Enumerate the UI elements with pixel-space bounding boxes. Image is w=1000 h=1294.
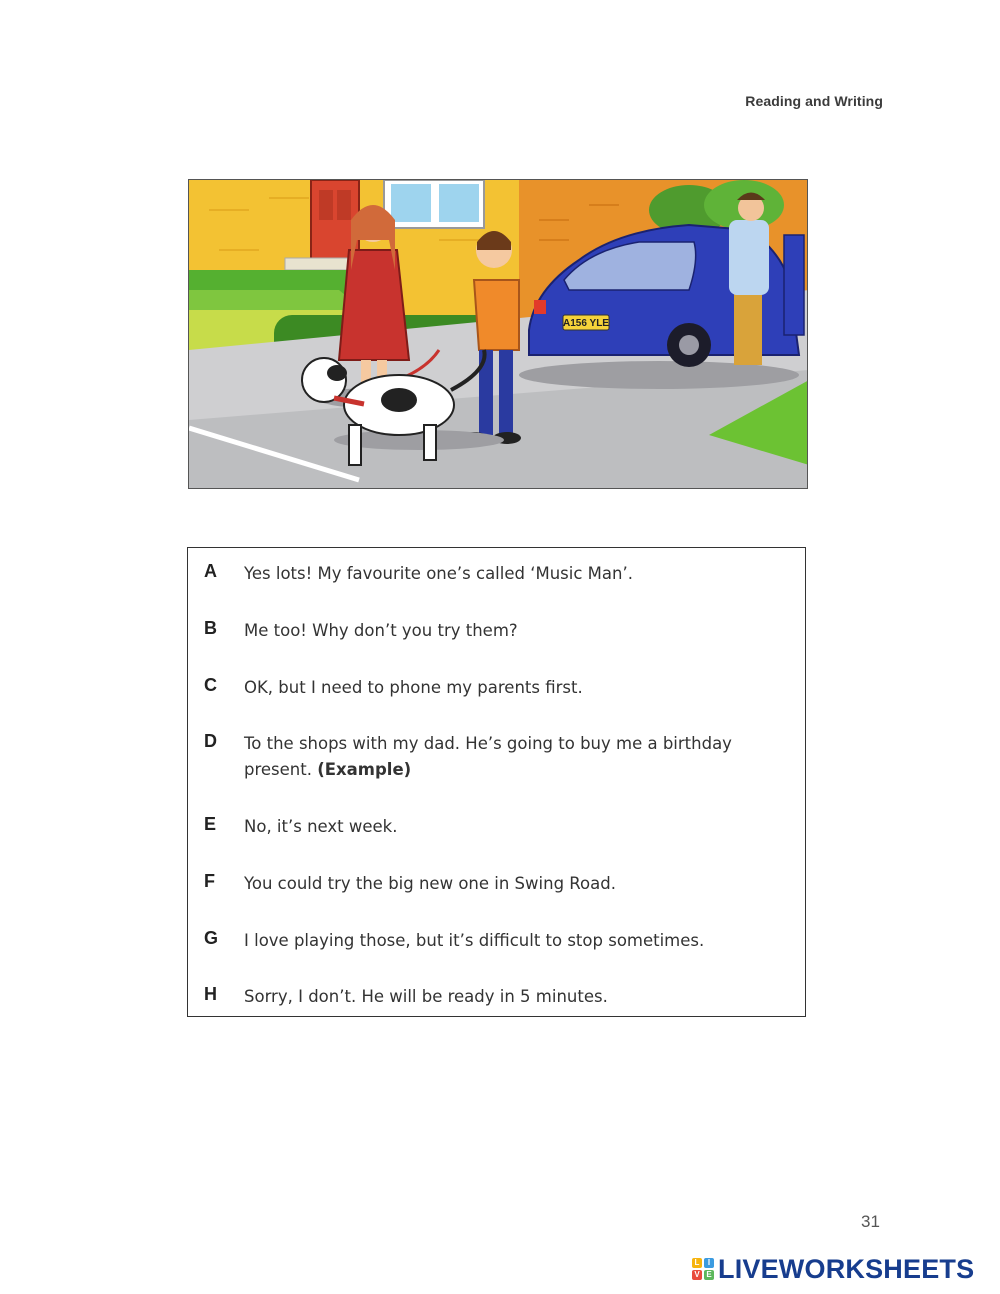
page-number: 31 xyxy=(861,1212,880,1231)
option-letter: E xyxy=(204,814,217,834)
option-text: You could try the big new one in Swing Road. xyxy=(244,874,616,893)
liveworksheets-logo-icon xyxy=(692,1258,714,1280)
section-header: Reading and Writing xyxy=(745,93,883,109)
option-text-wrapper xyxy=(244,731,764,783)
option-text: OK, but I need to phone my parents first. xyxy=(244,678,583,697)
option-letter: G xyxy=(204,928,219,948)
license-plate: A156 YLE xyxy=(563,318,609,329)
logo-letter: I xyxy=(704,1258,714,1268)
scene-illustration xyxy=(188,179,808,489)
liveworksheets-watermark xyxy=(692,1253,974,1285)
example-marker: (Example) xyxy=(317,760,412,779)
option-letter: H xyxy=(204,984,217,1004)
option-text: Sorry, I don’t. He will be ready in 5 minutes. xyxy=(244,987,608,1006)
logo-letter: V xyxy=(692,1270,702,1280)
dialogue-options-box xyxy=(187,547,806,1017)
option-letter: B xyxy=(204,618,217,638)
option-text: I love playing those, but it’s difficult to stop sometimes. xyxy=(244,931,705,950)
option-letter: F xyxy=(204,871,215,891)
logo-letter: E xyxy=(704,1270,714,1280)
option-text: Yes lots! My favourite one’s called ‘Music Man’. xyxy=(244,564,633,583)
option-letter: D xyxy=(204,731,217,751)
option-text: To the shops with my dad. He’s going to buy me a birthday present. xyxy=(244,734,732,779)
option-text: Me too! Why don’t you try them? xyxy=(244,621,518,640)
option-letter: A xyxy=(204,561,217,581)
option-letter: C xyxy=(204,675,217,695)
logo-letter: L xyxy=(692,1258,702,1268)
watermark-text: LIVEWORKSHEETS xyxy=(718,1253,975,1284)
option-text: No, it’s next week. xyxy=(244,817,398,836)
